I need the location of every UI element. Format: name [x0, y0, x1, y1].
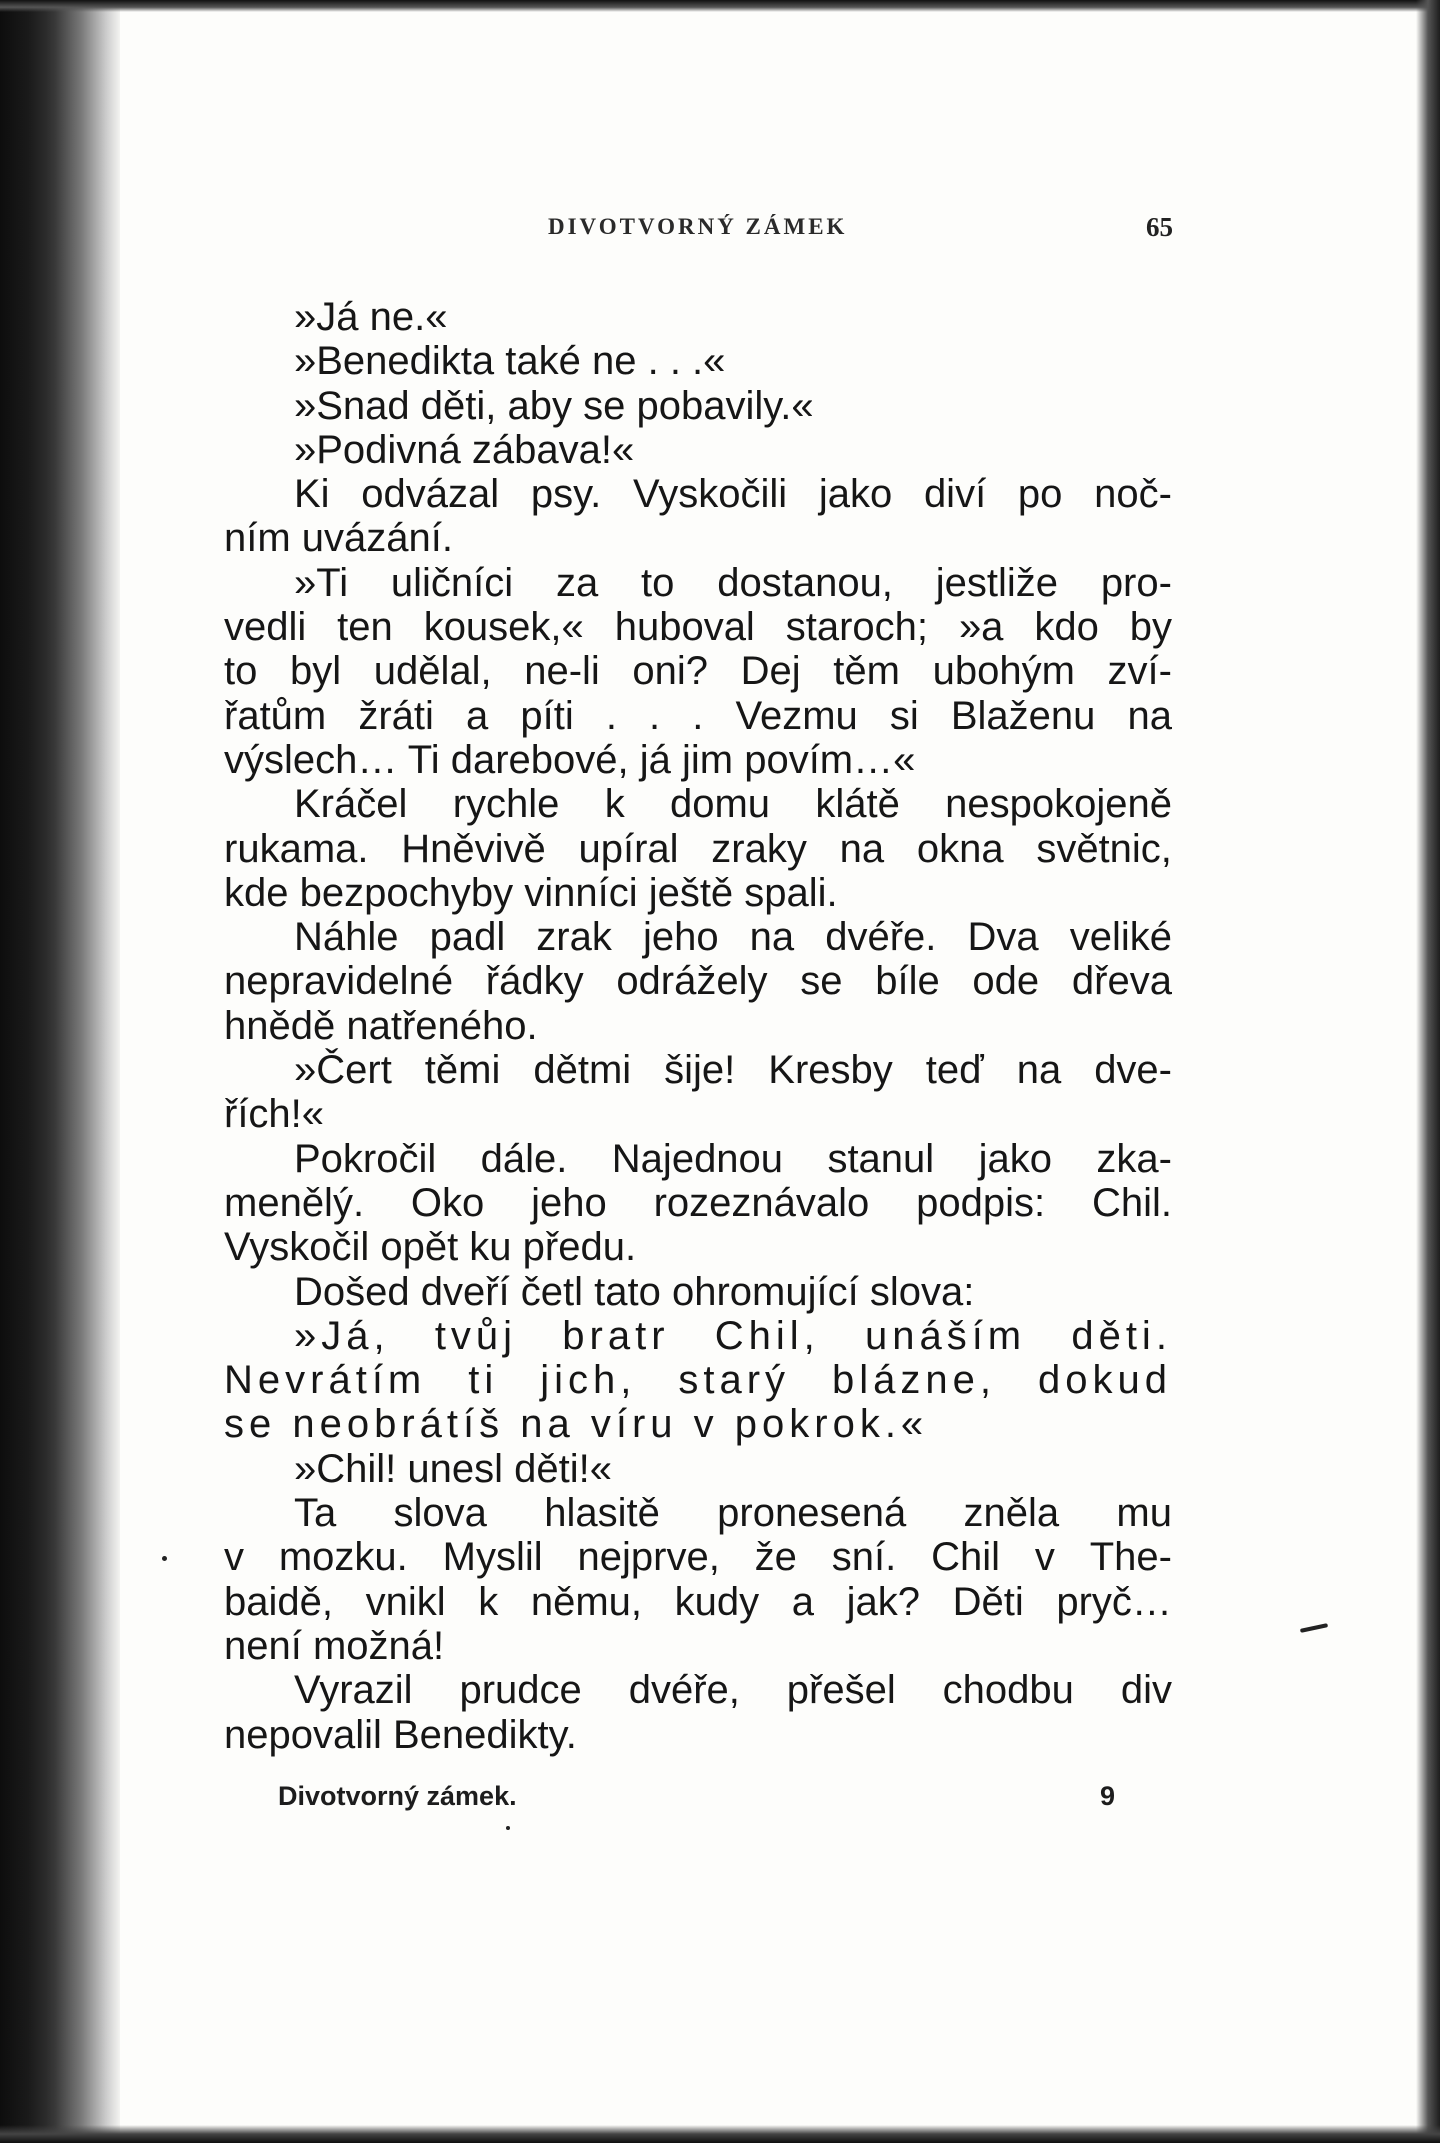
- page-top-edge: [0, 0, 1440, 12]
- word: Kráčel: [294, 782, 408, 827]
- word: za: [555, 560, 599, 605]
- word: bíle: [875, 959, 940, 1004]
- word: The-: [1089, 1535, 1172, 1580]
- text-line: [224, 1314, 1172, 1358]
- word: jich,: [540, 1358, 637, 1403]
- text-line: [224, 649, 1172, 693]
- signature-mark: 9: [1100, 1781, 1116, 1811]
- text-line: »Benedikta také ne . . .«: [294, 339, 726, 384]
- word: teď: [925, 1048, 984, 1093]
- word: baidě,: [224, 1579, 333, 1624]
- word: pronesená: [717, 1491, 907, 1536]
- text-line: [224, 1491, 1172, 1535]
- word: šije!: [664, 1048, 736, 1093]
- word: zví-: [1107, 649, 1172, 694]
- word: prudce: [459, 1668, 582, 1713]
- text-line: [224, 1358, 1172, 1402]
- word: hlasitě: [544, 1491, 660, 1536]
- text-line: [224, 1048, 1172, 1092]
- word: dve-: [1094, 1048, 1172, 1093]
- text-line: nepovalil Benedikty.: [224, 1712, 577, 1757]
- word: dokud: [1037, 1358, 1172, 1403]
- word: děti.: [1071, 1313, 1172, 1358]
- word: jako: [818, 472, 893, 517]
- word: na: [839, 826, 885, 871]
- word: »Čert: [294, 1048, 392, 1093]
- print-speck: [1300, 1623, 1328, 1633]
- word: Vyskočili: [633, 472, 788, 517]
- word: Myslil: [442, 1535, 543, 1580]
- word: k: [478, 1579, 499, 1624]
- word: se: [800, 959, 843, 1004]
- word: ne-li: [524, 649, 600, 694]
- word: Náhle: [294, 915, 399, 960]
- word: a: [791, 1579, 814, 1624]
- word: sní.: [831, 1535, 897, 1580]
- word: upíral: [578, 826, 679, 871]
- text-line: kde bezpochyby vinníci ještě spali.: [224, 870, 838, 915]
- word: dětmi: [533, 1048, 632, 1093]
- word: udělal,: [373, 649, 492, 694]
- word: ode: [972, 959, 1040, 1004]
- word: domu: [669, 782, 771, 827]
- print-speck: [162, 1556, 167, 1561]
- page-number: 65: [1146, 212, 1173, 242]
- word: na: [1127, 693, 1172, 738]
- text-line: [224, 1181, 1172, 1225]
- word: Chil: [931, 1535, 1001, 1580]
- word: starý: [678, 1358, 791, 1403]
- word: kousek,«: [423, 605, 584, 650]
- word: .: [649, 693, 661, 738]
- word: div: [1120, 1668, 1172, 1713]
- word: Ki: [294, 472, 330, 517]
- word: mozku.: [278, 1535, 408, 1580]
- word: Hněvivě: [401, 826, 546, 871]
- word: řatům: [224, 693, 327, 738]
- text-line: Vyskočil opět ku předu.: [224, 1225, 637, 1270]
- word: k: [604, 782, 625, 827]
- word: padl: [429, 915, 506, 960]
- word: okna: [916, 826, 1004, 871]
- text-line: [224, 782, 1172, 826]
- word: mu: [1116, 1491, 1172, 1536]
- text-line: řích!«: [224, 1092, 325, 1137]
- footer-title: Divotvorný zámek.: [278, 1781, 517, 1811]
- word: dřeva: [1071, 959, 1172, 1004]
- word: tvůj: [434, 1313, 518, 1358]
- text-line: ním uvázání.: [224, 516, 454, 561]
- running-title: DIVOTVORNÝ ZÁMEK: [548, 214, 848, 239]
- word: zraky: [711, 826, 807, 871]
- text-line: [224, 1535, 1172, 1579]
- word: na: [749, 915, 795, 960]
- word: dále.: [480, 1136, 568, 1181]
- page-gutter-shadow: [56, 0, 120, 2143]
- text-line: [224, 1668, 1172, 1712]
- word: ten: [337, 605, 393, 650]
- word: světnic,: [1036, 826, 1172, 871]
- text-line: [224, 915, 1172, 959]
- word: zka-: [1096, 1136, 1172, 1181]
- page-right-edge: [1416, 0, 1440, 2143]
- word: ti: [468, 1358, 499, 1403]
- word: byl: [289, 649, 342, 694]
- word: odrážely: [616, 959, 768, 1004]
- word: dvéře.: [825, 915, 937, 960]
- word: zrak: [536, 915, 612, 960]
- word: kdo: [1034, 605, 1099, 650]
- word: Najednou: [611, 1136, 784, 1181]
- word: by: [1129, 605, 1172, 650]
- page-bottom-edge: [0, 2125, 1440, 2143]
- word: rukama.: [224, 826, 369, 871]
- word: Chil.: [1091, 1180, 1172, 1225]
- word: Oko: [410, 1180, 485, 1225]
- word: těmi: [424, 1048, 501, 1093]
- text-line: »Chil! unesl děti!«: [294, 1446, 612, 1491]
- word: píti: [520, 693, 574, 738]
- print-speck: [506, 1826, 510, 1830]
- text-line: [224, 1580, 1172, 1624]
- word: oni?: [632, 649, 709, 694]
- word: ubohým: [932, 649, 1075, 694]
- word: staroch;: [785, 605, 929, 650]
- word: jeho: [642, 915, 719, 960]
- text-line: hnědě natřeného.: [224, 1003, 538, 1048]
- word: jak?: [846, 1579, 920, 1624]
- word: noč-: [1094, 472, 1172, 517]
- text-line: se neobrátíš na víru v pokrok.«: [224, 1402, 929, 1447]
- word: jeho: [531, 1180, 607, 1225]
- word: »Ti: [294, 560, 349, 605]
- word: Blaženu: [950, 693, 1096, 738]
- word: menělý.: [224, 1180, 365, 1225]
- text-line: [224, 561, 1172, 605]
- word: dvéře,: [628, 1668, 740, 1713]
- word: .: [605, 693, 617, 738]
- text-line: [224, 827, 1172, 871]
- word: »a: [958, 605, 1004, 650]
- word: .: [692, 693, 704, 738]
- word: stanul: [827, 1136, 935, 1181]
- text-line: »Podivná zábava!«: [294, 427, 635, 472]
- word: Pokročil: [294, 1136, 437, 1181]
- word: pryč…: [1056, 1579, 1172, 1624]
- word: »Já,: [294, 1313, 390, 1358]
- word: chodbu: [942, 1668, 1074, 1713]
- word: klátě: [815, 782, 900, 827]
- word: Dej: [740, 649, 801, 694]
- word: Děti: [952, 1579, 1024, 1624]
- word: bratr: [562, 1313, 670, 1358]
- word: Dva: [967, 915, 1039, 960]
- word: podpis:: [916, 1180, 1046, 1225]
- book-spine-edge: [0, 0, 56, 2143]
- word: blázne,: [832, 1358, 996, 1403]
- word: vnikl: [365, 1579, 446, 1624]
- word: diví: [923, 472, 987, 517]
- word: na: [1016, 1048, 1062, 1093]
- word: rychle: [452, 782, 560, 827]
- word: jako: [978, 1136, 1052, 1181]
- text-line: není možná!: [224, 1623, 445, 1668]
- text-line: Došed dveří četl tato ohromující slova:: [294, 1269, 975, 1314]
- text-line: [224, 1137, 1172, 1181]
- text-line: »Já ne.«: [294, 295, 448, 339]
- word: to: [641, 560, 675, 605]
- word: jestliže: [935, 560, 1058, 605]
- word: unáším: [864, 1313, 1027, 1358]
- word: Kresby: [768, 1048, 893, 1093]
- word: Vyrazil: [294, 1668, 413, 1713]
- word: vedli: [224, 605, 307, 650]
- word: nepravidelné: [224, 959, 454, 1004]
- body-text: [224, 295, 1172, 1757]
- word: němu,: [530, 1579, 643, 1624]
- word: huboval: [614, 605, 755, 650]
- word: nejprve,: [577, 1535, 720, 1580]
- word: psy.: [530, 472, 602, 517]
- text-line: [224, 694, 1172, 738]
- word: Ta: [294, 1491, 337, 1536]
- text-line: [224, 472, 1172, 516]
- word: a: [466, 693, 489, 738]
- word: v: [1034, 1535, 1055, 1580]
- text-line: výslech… Ti darebové, já jim povím…«: [224, 737, 916, 782]
- word: si: [889, 693, 919, 738]
- word: že: [754, 1535, 797, 1580]
- word: Nevrátím: [224, 1358, 427, 1403]
- word: žráti: [358, 693, 434, 738]
- word: rozeznávalo: [653, 1180, 870, 1225]
- word: veliké: [1069, 915, 1172, 960]
- word: odvázal: [361, 472, 500, 517]
- word: těm: [833, 649, 900, 694]
- word: v: [224, 1535, 244, 1580]
- text-line: [224, 959, 1172, 1003]
- word: dostanou,: [717, 560, 893, 605]
- word: slova: [393, 1491, 487, 1536]
- word: zněla: [963, 1491, 1060, 1536]
- word: přešel: [786, 1668, 896, 1713]
- text-line: [224, 605, 1172, 649]
- word: po: [1017, 472, 1063, 517]
- word: kudy: [674, 1579, 760, 1624]
- word: uličníci: [390, 560, 514, 605]
- word: to: [224, 649, 258, 694]
- word: pro-: [1100, 560, 1172, 605]
- word: nespokojeně: [945, 782, 1172, 827]
- word: Vezmu: [735, 693, 858, 738]
- word: řádky: [485, 959, 584, 1004]
- text-line: »Snad děti, aby se pobavily.«: [294, 383, 814, 428]
- word: Chil,: [714, 1313, 820, 1358]
